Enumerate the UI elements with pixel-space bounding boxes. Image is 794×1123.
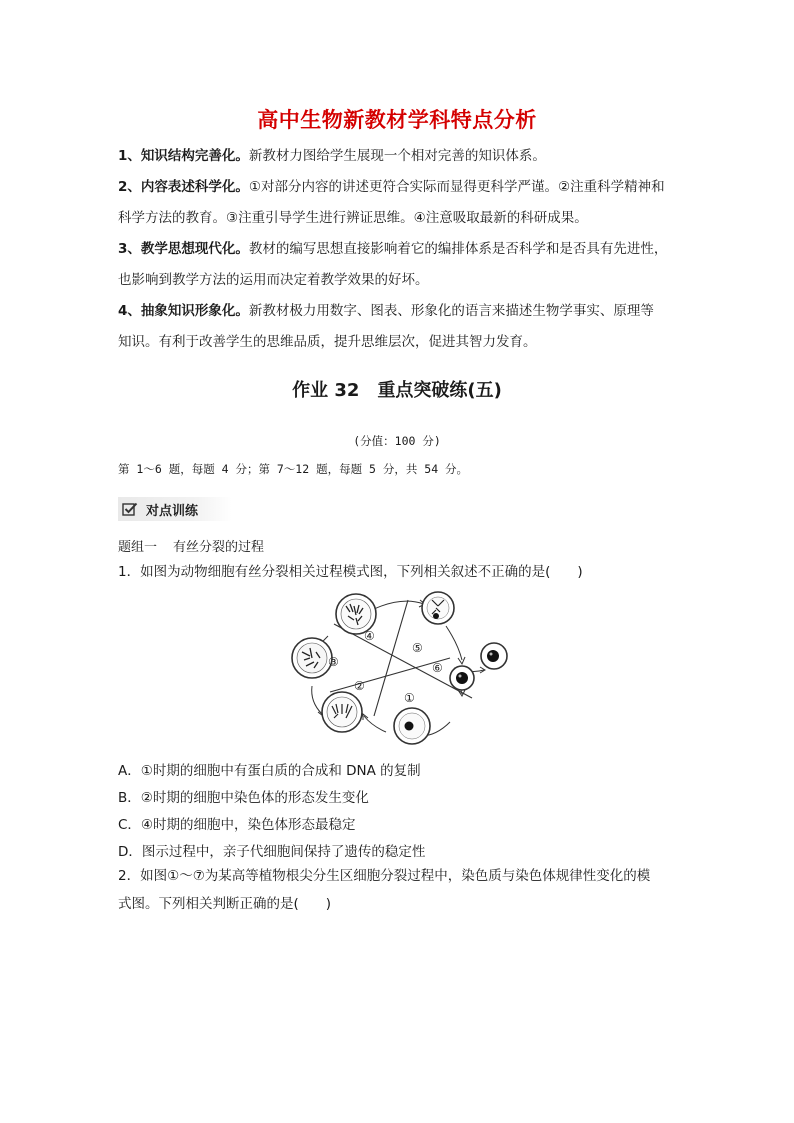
feature-3-line1: 教材的编写思想直接影响着它的编排体系是否科学和是否具有先进性， — [248, 241, 668, 257]
figure-label-5: ⑤ — [412, 641, 423, 655]
question-2-stem — [118, 862, 688, 918]
figure-label-3: ③ — [328, 655, 339, 669]
feature-3 — [118, 234, 678, 296]
feature-1-body: 新教材力图给学生展现一个相对完善的知识体系。 — [248, 148, 546, 164]
cell-daughter-2 — [450, 666, 474, 690]
feature-3-head: 3、教学思想现代化。 — [118, 241, 249, 257]
question-1-option-a: A．①时期的细胞中有蛋白质的合成和 DNA 的复制 — [118, 763, 421, 779]
feature-2 — [118, 172, 678, 234]
homework-title — [0, 376, 794, 402]
feature-2-head: 2、内容表述科学化。 — [118, 179, 249, 195]
figure-divider-line — [374, 600, 408, 716]
group-topic: 有丝分裂的过程 — [173, 540, 265, 555]
figure-label-4: ④ — [364, 629, 375, 643]
cell-telophase — [422, 592, 454, 624]
feature-2-line1: ①对部分内容的讲述更符合实际而显得更科学严谨。②注重科学精神和 — [248, 179, 665, 195]
feature-4-line2: 知识。有利于改善学生的思维品质，提升思维层次，促进其智力发育。 — [118, 334, 537, 350]
feature-3-line2: 也影响到教学方法的运用而决定着教学效果的好坏。 — [118, 272, 429, 288]
question-1-stem: 1．如图为动物细胞有丝分裂相关过程模式图，下列相关叙述不正确的是( ) — [118, 564, 583, 580]
homework-number: 作业 32 — [292, 380, 360, 401]
feature-1 — [118, 141, 678, 172]
feature-1-head: 1、知识结构完善化。 — [118, 148, 249, 164]
cell-daughter-1 — [481, 643, 507, 669]
question-1-option-d: D．图示过程中，亲子代细胞间保持了遗传的稳定性 — [118, 844, 426, 860]
question-2-line2: 式图。下列相关判断正确的是( ) — [118, 896, 332, 912]
cell-anaphase — [322, 692, 362, 732]
feature-4-head: 4、抽象知识形象化。 — [118, 303, 249, 319]
section-label: 对点训练 — [146, 503, 199, 519]
figure-label-2: ② — [354, 679, 365, 693]
question-1-option-c: C．④时期的细胞中，染色体形态最稳定 — [118, 817, 356, 833]
feature-4-line1: 新教材极力用数字、图表、形象化的语言来描述生物学事实、原理等 — [248, 303, 654, 319]
figure-label-1: ① — [404, 691, 415, 705]
question-1-option-b: B．②时期的细胞中染色体的形态发生变化 — [118, 790, 369, 806]
feature-4 — [118, 296, 678, 358]
checkbox-check-icon — [122, 502, 138, 516]
section-header — [118, 497, 232, 521]
cell-interphase — [394, 708, 430, 744]
cell-prophase — [292, 638, 332, 678]
question-group — [118, 536, 264, 555]
page-title: 高中生物新教材学科特点分析 — [257, 108, 537, 132]
scoring-rule: 第 1～6 题，每题 4 分；第 7～12 题，每题 5 分，共 54 分。 — [118, 462, 469, 476]
feature-2-line2: 科学方法的教育。③注重引导学生进行辨证思维。④注意吸取最新的科研成果。 — [118, 210, 588, 226]
question-2-line1: 2．如图①～⑦为某高等植物根尖分生区细胞分裂过程中，染色质与染色体规律性变化的模 — [118, 868, 651, 884]
figure-label-6: ⑥ — [432, 661, 443, 675]
homework-subtitle: 重点突破练(五) — [377, 380, 502, 401]
score-line: (分值：100 分) — [353, 434, 441, 448]
cell-metaphase — [336, 594, 376, 634]
mitosis-cycle-figure — [276, 586, 516, 748]
group-label: 题组一 — [118, 540, 158, 555]
